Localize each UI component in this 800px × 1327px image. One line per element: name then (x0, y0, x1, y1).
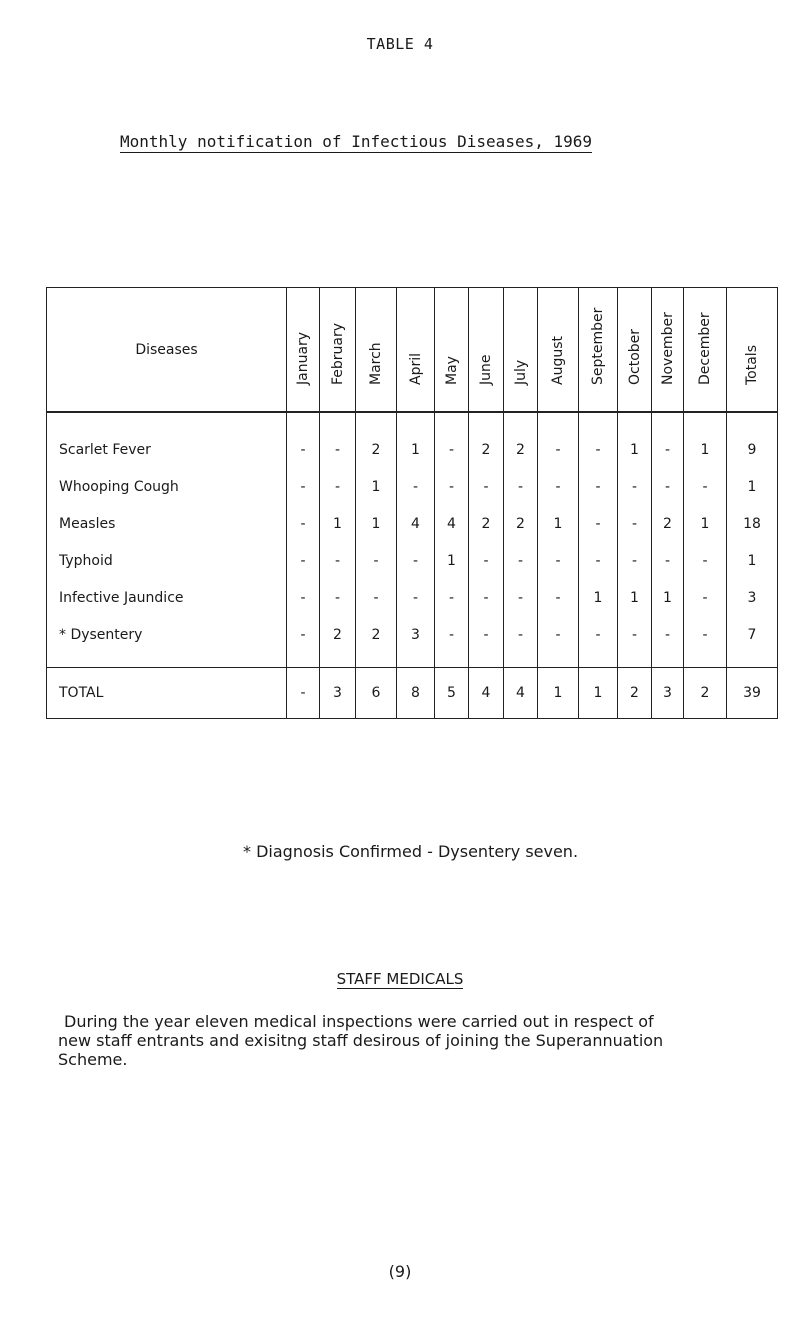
spacer-cell (538, 653, 579, 668)
month-cell: 1 (684, 412, 727, 468)
month-label: Totals (744, 345, 760, 385)
month-column-header (435, 288, 469, 413)
month-column-header (504, 288, 538, 413)
month-cell: 2 (684, 668, 727, 719)
month-cell: 4 (469, 668, 504, 719)
month-cell: - (504, 542, 538, 579)
month-cell: - (684, 468, 727, 505)
month-cell: - (684, 542, 727, 579)
month-label: August (550, 336, 566, 385)
month-cell: - (287, 468, 320, 505)
month-cell: 1 (538, 505, 579, 542)
month-cell: - (579, 616, 618, 653)
month-cell: 2 (652, 505, 684, 542)
month-label: June (478, 354, 494, 385)
total-cell: 7 (727, 616, 778, 653)
disease-name: * Dysentery (47, 616, 287, 653)
month-cell: 2 (320, 616, 356, 653)
month-label: April (407, 353, 424, 385)
month-cell: 1 (435, 542, 469, 579)
total-cell: 1 (727, 542, 778, 579)
table-body (47, 412, 778, 719)
month-cell: - (320, 412, 356, 468)
month-cell: - (538, 542, 579, 579)
spacer-cell (504, 653, 538, 668)
month-label: July (512, 359, 529, 385)
total-cell: 18 (727, 505, 778, 542)
month-cell: - (469, 542, 504, 579)
month-cell: - (287, 412, 320, 468)
month-cell: - (397, 468, 435, 505)
month-cell: - (538, 412, 579, 468)
staff-medicals-paragraph (58, 1012, 748, 1069)
month-cell: - (538, 468, 579, 505)
month-cell: 1 (356, 468, 397, 505)
month-cell: - (435, 616, 469, 653)
month-cell: 1 (618, 579, 652, 616)
month-cell: - (435, 579, 469, 616)
disease-name: Whooping Cough (47, 468, 287, 505)
staff-medicals-heading (0, 970, 800, 988)
disease-name: Scarlet Fever (47, 412, 287, 468)
month-cell: 1 (356, 505, 397, 542)
table-row (47, 542, 778, 579)
month-cell: - (504, 579, 538, 616)
month-column-header (727, 288, 778, 413)
month-cell: - (538, 616, 579, 653)
month-label: November (659, 312, 676, 385)
spacer-cell (397, 653, 435, 668)
spacer-cell (727, 653, 778, 668)
month-cell: 5 (435, 668, 469, 719)
total-cell: 3 (727, 579, 778, 616)
month-column-header (538, 288, 579, 413)
month-cell: - (684, 616, 727, 653)
month-cell: - (538, 579, 579, 616)
month-cell: 2 (504, 505, 538, 542)
page-number: (9) (388, 1262, 412, 1281)
month-cell: 3 (397, 616, 435, 653)
month-cell: - (652, 616, 684, 653)
month-cell: - (287, 579, 320, 616)
total-cell: 1 (727, 468, 778, 505)
month-cell: 1 (397, 412, 435, 468)
month-cell: - (579, 505, 618, 542)
month-cell: - (469, 616, 504, 653)
disease-name: Infective Jaundice (47, 579, 287, 616)
month-cell: - (504, 616, 538, 653)
staff-medicals-heading-text: STAFF MEDICALS (336, 970, 464, 988)
diseases-table (46, 287, 778, 719)
month-cell: - (287, 668, 320, 719)
month-column-header (684, 288, 727, 413)
month-cell: 1 (579, 668, 618, 719)
month-column-header (287, 288, 320, 413)
month-cell: 2 (618, 668, 652, 719)
month-column-header (397, 288, 435, 413)
month-cell: - (469, 468, 504, 505)
month-cell: 3 (652, 668, 684, 719)
month-column-header (618, 288, 652, 413)
month-column-header (356, 288, 397, 413)
month-cell: - (579, 412, 618, 468)
table-row (47, 579, 778, 616)
spacer-cell (287, 653, 320, 668)
month-label: February (329, 322, 346, 385)
month-cell: - (579, 542, 618, 579)
month-cell: - (287, 542, 320, 579)
month-cell: - (397, 542, 435, 579)
table-subtitle-text: Monthly notification of Infectious Diseases, 1969 (120, 132, 593, 151)
spacer-cell (320, 653, 356, 668)
total-row (47, 668, 778, 719)
total-cell: 9 (727, 412, 778, 468)
month-cell: 1 (652, 579, 684, 616)
spacer-cell (356, 653, 397, 668)
spacer-cell (684, 653, 727, 668)
table-header-row (47, 288, 778, 413)
month-cell: - (618, 616, 652, 653)
month-cell: 2 (504, 412, 538, 468)
footnote: * Diagnosis Confirmed - Dysentery seven. (243, 842, 579, 861)
month-cell: 4 (397, 505, 435, 542)
month-cell: 3 (320, 668, 356, 719)
table-row (47, 505, 778, 542)
month-cell: 6 (356, 668, 397, 719)
paragraph-line: new staff entrants and exisitng staff desirous of joining the Superannuation (58, 1031, 664, 1050)
table-label: TABLE 4 (366, 35, 434, 53)
month-cell: 2 (469, 505, 504, 542)
month-cell: - (320, 542, 356, 579)
spacer-cell (435, 653, 469, 668)
total-cell: 39 (727, 668, 778, 719)
month-cell: 2 (469, 412, 504, 468)
month-cell: - (287, 616, 320, 653)
disease-name: Typhoid (47, 542, 287, 579)
month-label: January (295, 331, 311, 385)
spacer-cell (579, 653, 618, 668)
month-label: September (590, 307, 606, 385)
month-cell: - (504, 468, 538, 505)
diseases-column-header: Diseases (47, 288, 287, 413)
month-cell: 1 (579, 579, 618, 616)
month-cell: - (684, 579, 727, 616)
month-cell: 4 (435, 505, 469, 542)
month-label: October (626, 328, 643, 385)
spacer-cell (469, 653, 504, 668)
month-cell: 1 (320, 505, 356, 542)
disease-name: Measles (47, 505, 287, 542)
month-cell: - (287, 505, 320, 542)
month-column-header (652, 288, 684, 413)
spacer-cell (618, 653, 652, 668)
paragraph-line: During the year eleven medical inspections were carried out in respect of (64, 1012, 654, 1031)
spacer-cell (47, 653, 287, 668)
month-cell: - (356, 542, 397, 579)
month-cell: - (652, 468, 684, 505)
spacer-row (47, 653, 778, 668)
month-cell: 4 (504, 668, 538, 719)
month-cell: - (356, 579, 397, 616)
month-cell: - (579, 468, 618, 505)
month-cell: 1 (538, 668, 579, 719)
month-cell: 2 (356, 412, 397, 468)
month-column-header (579, 288, 618, 413)
month-label: December (697, 312, 713, 385)
month-cell: - (469, 579, 504, 616)
month-cell: - (652, 412, 684, 468)
month-cell: - (320, 468, 356, 505)
month-cell: - (435, 468, 469, 505)
month-cell: - (397, 579, 435, 616)
month-cell: - (618, 542, 652, 579)
paragraph-line: Scheme. (58, 1050, 128, 1069)
disease-name: TOTAL (47, 668, 287, 719)
month-cell: - (652, 542, 684, 579)
month-cell: - (320, 579, 356, 616)
month-cell: 1 (618, 412, 652, 468)
month-column-header (320, 288, 356, 413)
month-label: May (443, 356, 460, 385)
month-cell: - (618, 468, 652, 505)
month-cell: 8 (397, 668, 435, 719)
month-cell: 2 (356, 616, 397, 653)
month-cell: 1 (684, 505, 727, 542)
spacer-cell (652, 653, 684, 668)
month-cell: - (435, 412, 469, 468)
table-row (47, 412, 778, 468)
month-label: March (368, 342, 384, 385)
month-column-header (469, 288, 504, 413)
table-subtitle (120, 132, 592, 151)
month-cell: - (618, 505, 652, 542)
table-row (47, 616, 778, 653)
table-row (47, 468, 778, 505)
